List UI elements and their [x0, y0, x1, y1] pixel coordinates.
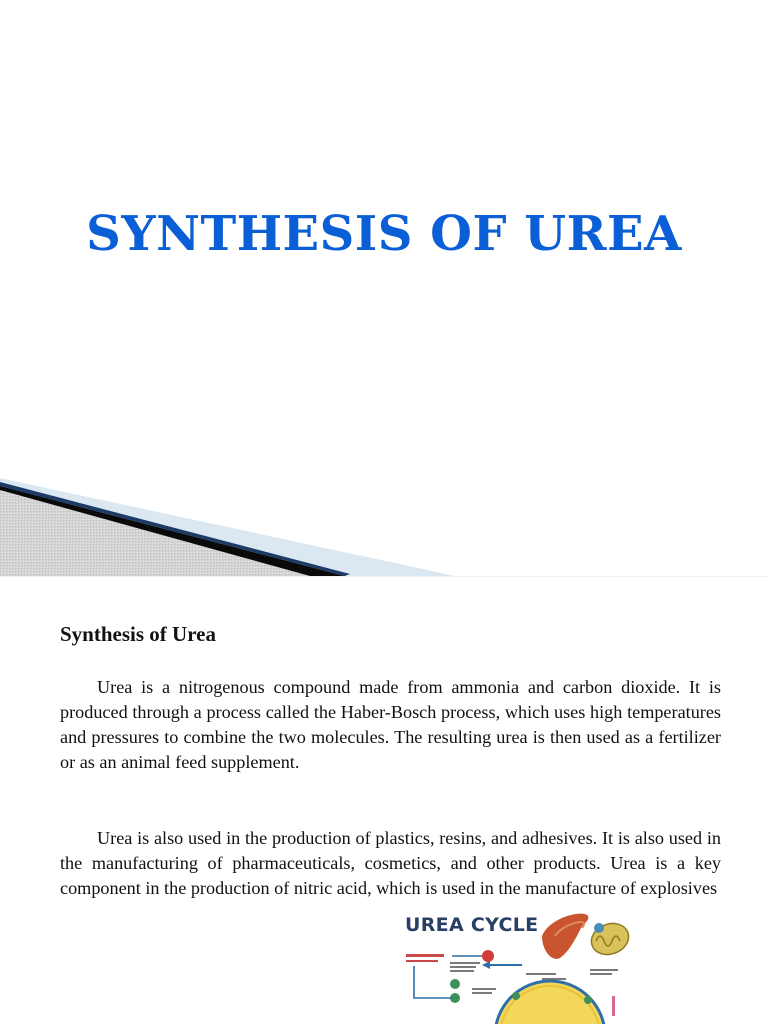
- page-divider: [0, 576, 768, 577]
- urea-cycle-diagram: [392, 906, 642, 1024]
- slide-decoration: [0, 478, 768, 576]
- urea-cycle-figure: [392, 906, 642, 1024]
- figure-title: UREA CYCLE: [405, 914, 539, 936]
- mitochondrion-icon: [587, 918, 633, 959]
- liver-icon: [542, 914, 588, 959]
- cell-icon: [495, 981, 605, 1024]
- section-heading: Synthesis of Urea: [60, 622, 216, 646]
- slide-title: SYNTHESIS OF UREA: [86, 206, 682, 262]
- paragraph-2: Urea is also used in the production of plastics, resins, and adhesives. It is also used in the manufacturing of pharmaceuticals, cosmetics, and other products. Urea is a key component in the production of nitric acid, which is used in the manufacture of explosives: [60, 828, 721, 898]
- paragraph-1: Urea is a nitrogenous compound made from ammonia and carbon dioxide. It is produced through a process called the Haber-Bosch process, which uses high temperatures and pressures to combine the two molecules. The resulting urea is then used as a fertilizer or as an animal feed supplement.: [60, 677, 721, 772]
